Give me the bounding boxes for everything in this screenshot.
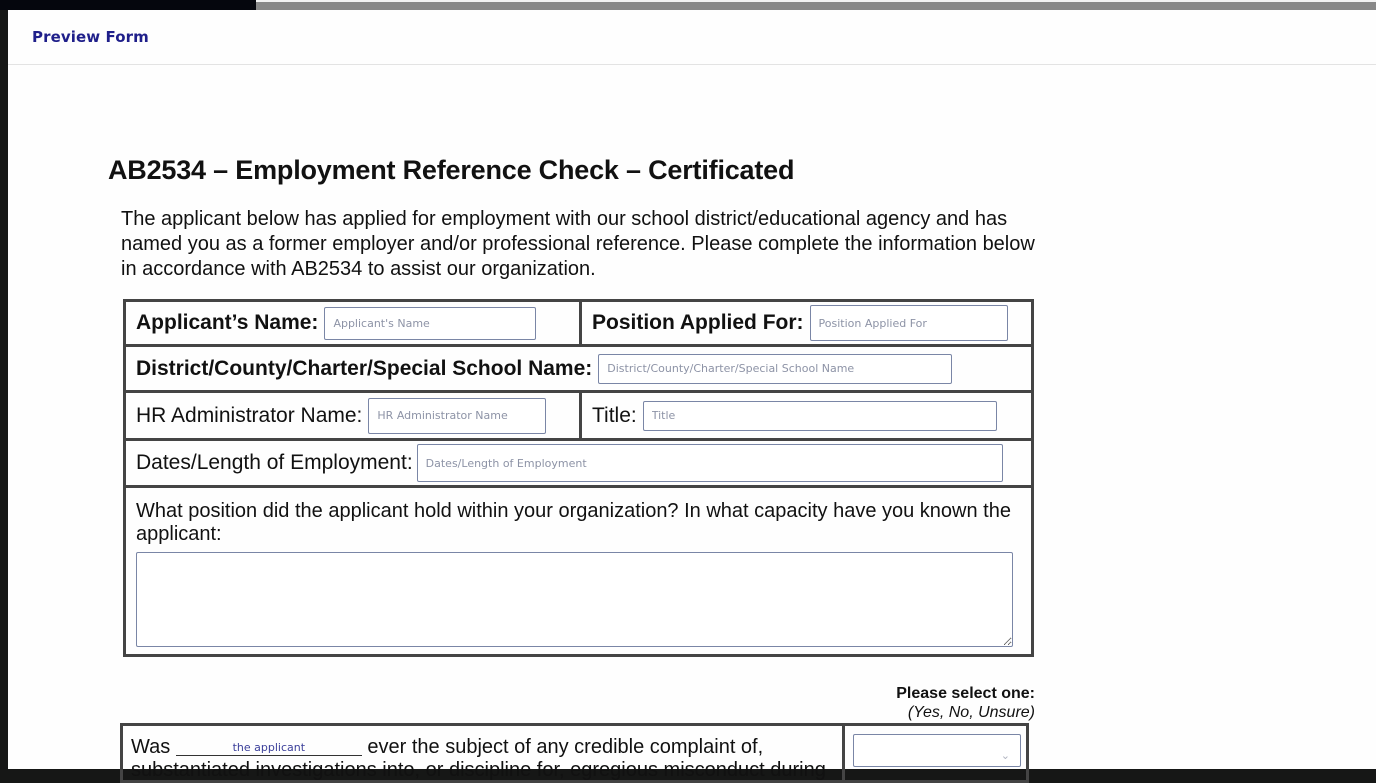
question-1-line2: substantiated investigations into, or discipline for, egregious misconduct during [131,759,826,781]
applicant-blank-input[interactable] [176,741,362,756]
question-1-select[interactable] [853,734,1021,767]
row-dates [126,441,1031,488]
panel-title: Preview Form [32,28,149,46]
panel-header [8,10,1376,65]
question-table [120,723,1029,783]
window-top-bar [0,0,256,10]
intro-paragraph: The applicant below has applied for employment with our school district/educational agency and has named you as a former employer and/or professional reference. Please complete the information below in accordance with AB2534 to assist our organization. [121,208,1035,280]
cell-title [579,393,1031,438]
hr-admin-name-label: HR Administrator Name: [136,403,363,427]
select-hint [896,684,1035,722]
position-held-textarea[interactable] [136,552,1013,647]
row-hr-admin [126,393,1031,441]
position-applied-label: Position Applied For: [592,311,804,334]
cell-position-applied [579,302,1031,344]
position-held-label: What position did the applicant hold within your organization? In what capacity have you known the applicant: [136,500,1011,545]
title-label: Title: [592,403,637,427]
dates-length-label: Dates/Length of Employment: [136,451,413,474]
applicant-name-label: Applicant’s Name: [136,311,319,334]
chevron-down-icon: ⌄ [1000,749,1010,762]
cell-dates-length [126,441,1031,485]
question-1-suffix: ever the subject of any credible complaint of, [367,736,764,758]
district-name-input[interactable] [598,354,952,384]
title-input[interactable] [643,401,997,431]
question-1-answer-cell [845,726,1026,780]
row-position-held [126,488,1031,654]
question-1-prefix: Was [131,736,171,758]
position-applied-input[interactable] [810,305,1008,341]
row-district [126,347,1031,393]
question-1-text [123,726,845,780]
applicant-info-table [123,299,1034,657]
dates-length-input[interactable] [417,444,1003,482]
hr-admin-name-input[interactable] [368,398,546,434]
cell-district-name [126,347,1031,390]
row-applicant [126,302,1031,347]
applicant-name-input[interactable] [324,307,536,340]
document-title: AB2534 – Employment Reference Check – Certificated [108,155,795,185]
select-hint-options: (Yes, No, Unsure) [907,704,1035,721]
district-name-label: District/County/Charter/Special School Name: [136,356,593,380]
cell-hr-admin-name [126,393,579,438]
window-progress-bar [256,2,1376,10]
select-hint-title: Please select one: [896,685,1035,702]
cell-applicant-name [126,302,579,344]
